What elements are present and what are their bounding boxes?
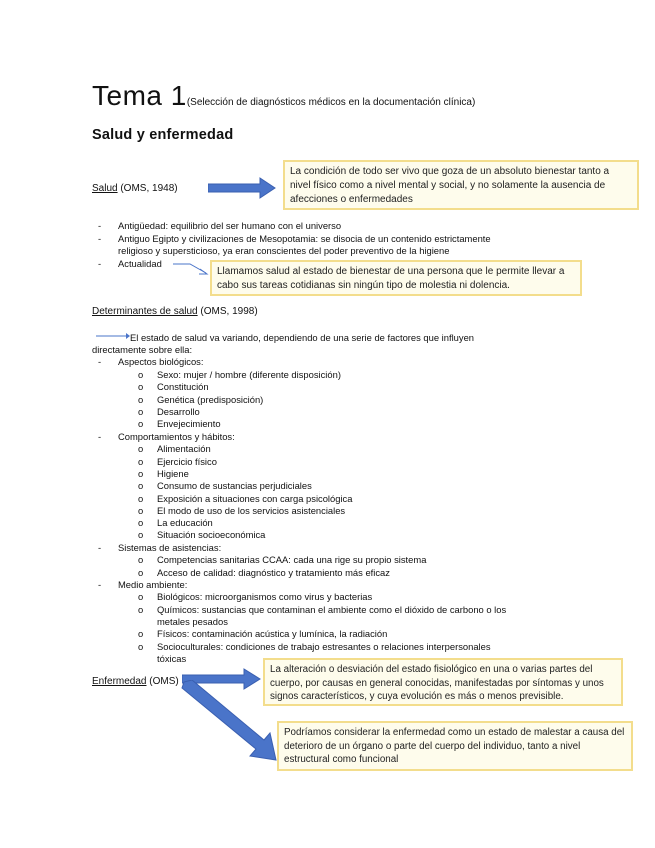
- determinantes-term: Determinantes de salud: [92, 306, 198, 317]
- enfermedad-source: (OMS): [146, 676, 179, 687]
- enfermedad-label: [92, 676, 179, 687]
- bullet-o: o: [138, 369, 144, 380]
- actualidad-definition-box: Llamamos salud al estado de bienestar de una persona que le permite llevar a cabo sus tareas cotidianas sin ningún tipo de molestia ni dolencia.: [210, 260, 582, 296]
- history-1: Antigüedad: equilibrio del ser humano con el universo: [118, 220, 342, 231]
- salud-term: Salud: [92, 183, 118, 194]
- list-item: Constitución: [157, 381, 209, 392]
- list-item: Exposición a situaciones con carga psicológica: [157, 493, 353, 504]
- list-item: Higiene: [157, 468, 189, 479]
- list-item: Desarrollo: [157, 406, 200, 417]
- group-label: Aspectos biológicos:: [118, 356, 204, 367]
- determinantes-source: (OMS, 1998): [197, 306, 258, 317]
- group-label: Sistemas de asistencias:: [118, 542, 222, 553]
- list-item: Sexo: mujer / hombre (diferente disposición): [157, 369, 341, 380]
- determinantes-intro-1: El estado de salud va variando, dependiendo de una serie de factores que influyen: [130, 332, 474, 343]
- bullet-o: o: [138, 517, 144, 528]
- list-item: Ejercicio físico: [157, 456, 217, 467]
- enfermedad-definition-2-box: Podríamos considerar la enfermedad como un estado de malestar a causa del deterioro de un órgano o parte del cuerpo del individuo, tanto a nivel estructural como funcional: [277, 721, 633, 771]
- determinantes-intro-2: directamente sobre ella:: [92, 344, 193, 355]
- history-4: Actualidad: [118, 258, 162, 269]
- list-item: Alimentación: [157, 443, 211, 454]
- dash-g4: -: [98, 579, 102, 590]
- salud-label: [92, 183, 178, 194]
- enfermedad-term: Enfermedad: [92, 676, 147, 687]
- list-item: tóxicas: [157, 653, 187, 664]
- list-item: Físicos: contaminación acústica y lumínica, la radiación: [157, 628, 388, 639]
- list-item: Genética (predisposición): [157, 394, 264, 405]
- dash-g3: -: [98, 542, 102, 553]
- bullet-o: o: [138, 628, 144, 639]
- bullet-o: o: [138, 604, 144, 615]
- bullet-o: o: [138, 591, 144, 602]
- section-heading: Salud y enfermedad: [92, 127, 234, 143]
- dash-1: -: [98, 220, 102, 231]
- list-item: Biológicos: microorganismos como virus y bacterias: [157, 591, 373, 602]
- bullet-o: o: [138, 406, 144, 417]
- page-title: [92, 80, 475, 112]
- dash-3: -: [98, 258, 102, 269]
- list-item: La educación: [157, 517, 213, 528]
- arrow-intro-icon: [96, 332, 130, 340]
- bullet-o: o: [138, 480, 144, 491]
- bullet-o: o: [138, 641, 144, 652]
- arrow-actualidad-icon: [172, 261, 212, 277]
- list-item: Socioculturales: condiciones de trabajo estresantes o relaciones interpersonales: [157, 641, 491, 652]
- bullet-o: o: [138, 505, 144, 516]
- bullet-o: o: [138, 567, 144, 578]
- bullet-o: o: [138, 468, 144, 479]
- bullet-o: o: [138, 418, 144, 429]
- list-item: Envejecimiento: [157, 418, 221, 429]
- enfermedad-definition-box: La alteración o desviación del estado fisiológico en una o varias partes del cuerpo, por causas en general conocidas, manifestadas por síntomas y unos signos característicos, y cuya evolución es más o menos previsible.: [263, 658, 623, 706]
- determinantes-label: [92, 306, 258, 317]
- title-main: Tema 1: [92, 80, 187, 111]
- arrow-salud-icon: [208, 177, 276, 199]
- group-label: Medio ambiente:: [118, 579, 188, 590]
- list-item: El modo de uso de los servicios asistenciales: [157, 505, 346, 516]
- salud-definition-box: La condición de todo ser vivo que goza de un absoluto bienestar tanto a nivel físico como a nivel mental y social, y no solamente la ausencia de afecciones o enfermedades: [283, 160, 639, 210]
- history-3: religioso y supersticioso, ya eran conscientes del poder preventivo de la higiene: [118, 245, 450, 256]
- group-label: Comportamientos y hábitos:: [118, 431, 235, 442]
- list-item: Competencias sanitarias CCAA: cada una rige su propio sistema: [157, 554, 427, 565]
- dash-g1: -: [98, 356, 102, 367]
- bullet-o: o: [138, 394, 144, 405]
- list-item: metales pesados: [157, 616, 228, 627]
- list-item: Situación socioeconómica: [157, 529, 266, 540]
- bullet-o: o: [138, 529, 144, 540]
- bullet-o: o: [138, 493, 144, 504]
- bullet-o: o: [138, 456, 144, 467]
- salud-source: (OMS, 1948): [117, 183, 178, 194]
- title-note: (Selección de diagnósticos médicos en la documentación clínica): [186, 97, 476, 108]
- bullet-o: o: [138, 443, 144, 454]
- dash-2: -: [98, 233, 102, 244]
- list-item: Acceso de calidad: diagnóstico y tratamiento más eficaz: [157, 567, 390, 578]
- bullet-o: o: [138, 554, 144, 565]
- bullet-o: o: [138, 381, 144, 392]
- list-item: Químicos: sustancias que contaminan el ambiente como el dióxido de carbono o los: [157, 604, 507, 615]
- dash-g2: -: [98, 431, 102, 442]
- history-2: Antiguo Egipto y civilizaciones de Mesopotamia: se disocia de un contenido estrictamente: [118, 233, 491, 244]
- list-item: Consumo de sustancias perjudiciales: [157, 480, 312, 491]
